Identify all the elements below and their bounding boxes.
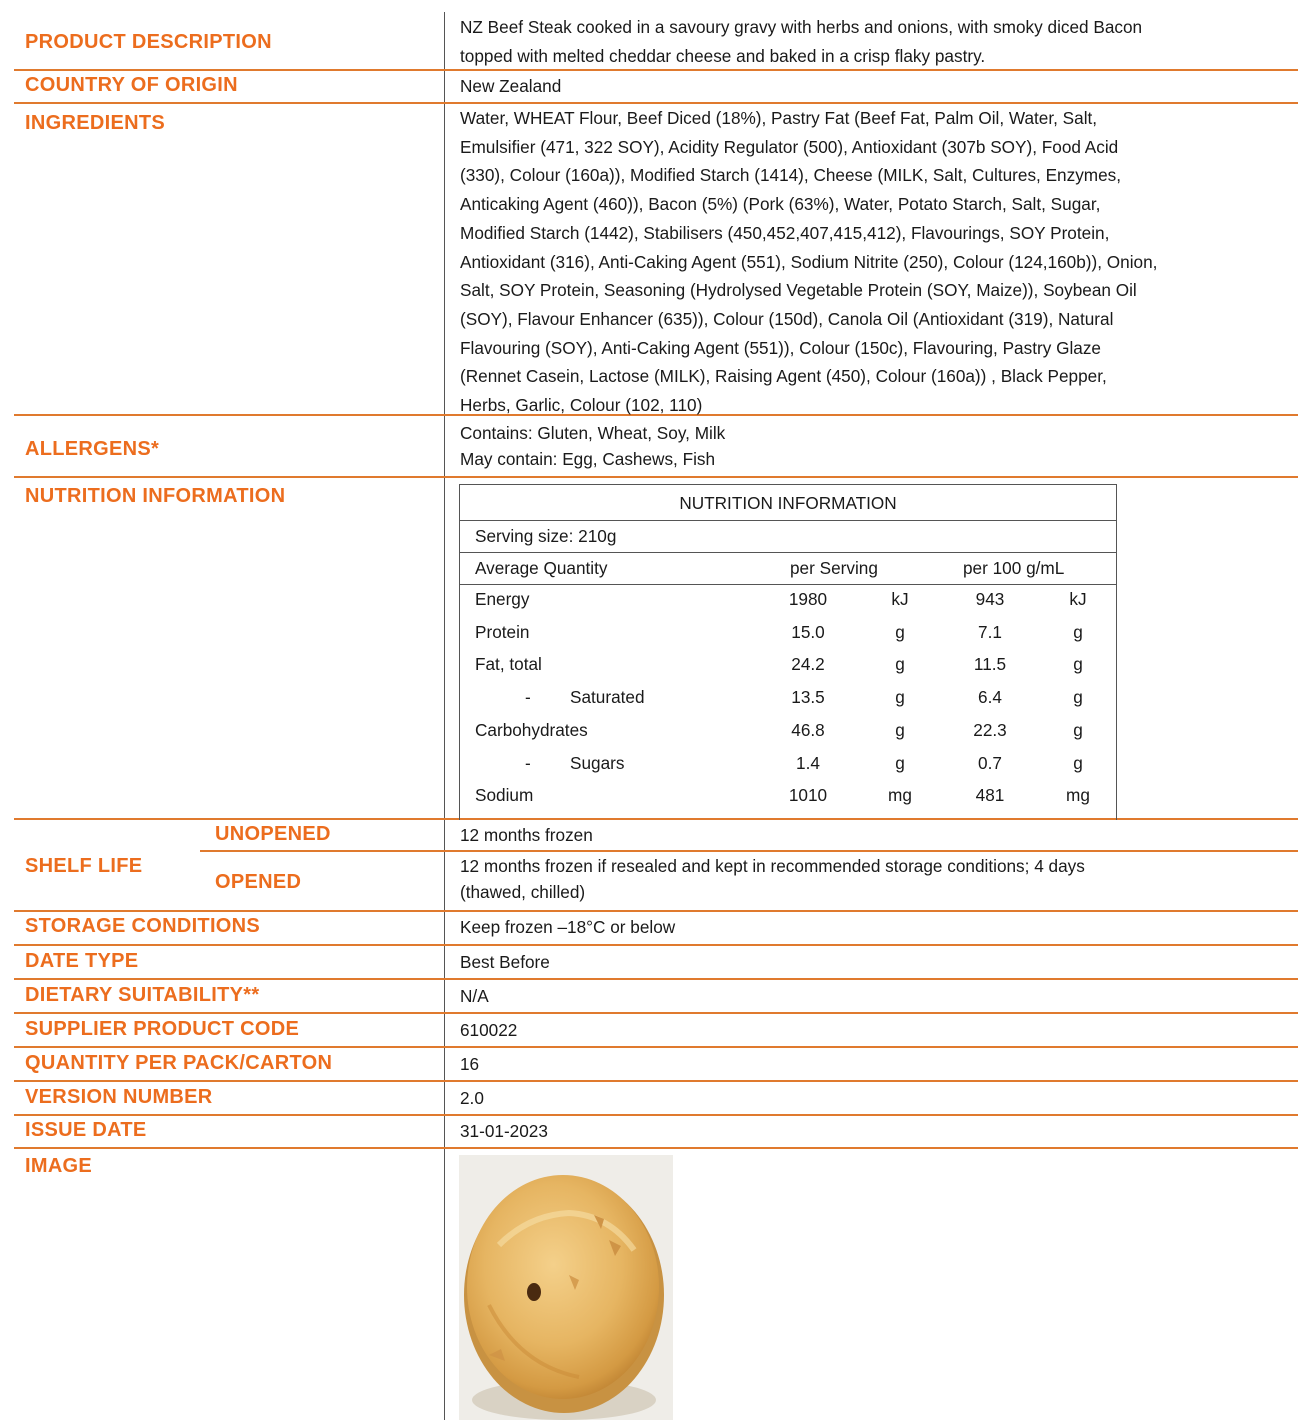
nutrition-table-title: NUTRITION INFORMATION <box>679 493 897 513</box>
product-description-line: NZ Beef Steak cooked in a savoury gravy with herbs and onions, with smoky diced Bacon <box>460 17 1143 37</box>
issue-date-label: ISSUE DATE <box>25 1119 147 1141</box>
allergens-label: ALLERGENS* <box>25 438 160 460</box>
product-image <box>459 1155 673 1420</box>
supplier-product-code-label: SUPPLIER PRODUCT CODE <box>25 1018 300 1040</box>
nutrition-table <box>459 484 1117 820</box>
per-serving-value: 1010 <box>788 785 828 806</box>
ingredients-line: Emulsifier (471, 322 SOY), Acidity Regulator (500), Antioxidant (307b SOY), Food Acid <box>460 136 1119 157</box>
per-100-unit: g <box>1073 621 1083 642</box>
per-100-unit: mg <box>1066 785 1090 806</box>
ingredients-line: Salt, SOY Protein, Seasoning (Hydrolysed Vegetable Protein (SOY, Maize)), Soybean Oil <box>460 280 1137 301</box>
row-divider <box>14 1080 1298 1082</box>
allergens-contains: Contains: Gluten, Wheat, Soy, Milk <box>460 423 726 443</box>
per-serving-value: 1980 <box>788 589 828 609</box>
shelf-life-label: SHELF LIFE <box>25 855 143 877</box>
column-header-per-100: per 100 g/mL <box>963 558 1065 578</box>
version-number-label: VERSION NUMBER <box>25 1086 213 1108</box>
quantity-per-pack-value: 16 <box>460 1054 480 1074</box>
per-serving-unit: g <box>895 719 905 740</box>
image-label: IMAGE <box>25 1155 93 1177</box>
date-type-label: DATE TYPE <box>25 950 139 972</box>
per-100-unit: g <box>1073 654 1083 675</box>
ingredients-line: Anticaking Agent (460)), Bacon (5%) (Pork (63%), Water, Potato Starch, Salt, Sugar, <box>460 194 1101 215</box>
country-of-origin-value: New Zealand <box>460 76 562 96</box>
nutrient-dash: - <box>525 752 531 773</box>
opened-value <box>460 853 1290 905</box>
per-100-unit: kJ <box>1069 589 1087 609</box>
row-divider <box>14 944 1298 946</box>
per-100-value: 7.1 <box>978 621 1002 642</box>
nutrient-name: Energy <box>475 589 530 609</box>
allergens-value <box>460 420 1290 472</box>
row-divider <box>14 1114 1298 1116</box>
table-divider <box>460 552 1116 553</box>
per-100-value: 22.3 <box>973 719 1007 740</box>
date-type-value: Best Before <box>460 952 550 972</box>
per-100-value: 481 <box>975 785 1005 806</box>
opened-line: (thawed, chilled) <box>460 882 586 902</box>
per-serving-value: 24.2 <box>791 654 825 675</box>
nutrient-name: Sugars <box>570 752 625 773</box>
per-100-value: 943 <box>975 589 1005 609</box>
ingredients-line: Antioxidant (316), Anti-Caking Agent (551), Sodium Nitrite (250), Colour (124,160b)), Onion, <box>460 251 1158 272</box>
supplier-product-code-value: 610022 <box>460 1020 518 1040</box>
ingredients-line: Herbs, Garlic, Colour (102, 110) <box>460 395 703 416</box>
quantity-per-pack-label: QUANTITY PER PACK/CARTON <box>25 1052 333 1074</box>
opened-label: OPENED <box>215 871 302 893</box>
row-divider <box>200 850 1298 852</box>
nutrient-name: Saturated <box>570 687 645 708</box>
unopened-label: UNOPENED <box>215 823 331 845</box>
country-of-origin-label: COUNTRY OF ORIGIN <box>25 74 238 96</box>
table-divider <box>460 520 1116 521</box>
row-divider <box>14 910 1298 912</box>
nutrient-dash: - <box>525 687 531 708</box>
ingredients-line: (Rennet Casein, Lactose (MILK), Raising Agent (450), Colour (160a)) , Black Pepper, <box>460 366 1107 387</box>
product-description-label: PRODUCT DESCRIPTION <box>25 31 272 53</box>
row-divider <box>14 1012 1298 1014</box>
nutrient-name: Sodium <box>475 785 534 806</box>
ingredients-line: (SOY), Flavour Enhancer (635)), Colour (150d), Canola Oil (Antioxidant (319), Natural <box>460 308 1114 329</box>
product-description-value <box>460 13 1290 70</box>
per-serving-unit: g <box>895 621 905 642</box>
per-serving-value: 15.0 <box>791 621 825 642</box>
per-serving-value: 1.4 <box>796 752 820 773</box>
row-divider <box>14 978 1298 980</box>
ingredients-line: (330), Colour (160a)), Modified Starch (1414), Cheese (MILK, Salt, Cultures, Enzymes, <box>460 165 1122 186</box>
per-100-value: 0.7 <box>978 752 1002 773</box>
per-serving-unit: g <box>895 752 905 773</box>
pie-illustration <box>459 1155 673 1420</box>
storage-conditions-label: STORAGE CONDITIONS <box>25 915 261 937</box>
table-divider <box>460 584 1116 585</box>
version-number-value: 2.0 <box>460 1088 484 1108</box>
per-serving-unit: g <box>895 687 905 708</box>
row-divider <box>14 1147 1298 1149</box>
per-serving-value: 13.5 <box>791 687 825 708</box>
row-divider <box>14 476 1298 478</box>
issue-date-value: 31-01-2023 <box>460 1121 548 1141</box>
per-100-unit: g <box>1073 687 1083 708</box>
dietary-suitability-value: N/A <box>460 986 489 1006</box>
column-divider <box>444 12 445 1420</box>
per-serving-unit: mg <box>888 785 912 806</box>
ingredients-label: INGREDIENTS <box>25 112 165 134</box>
per-serving-unit: g <box>895 654 905 675</box>
per-100-value: 11.5 <box>973 654 1007 675</box>
nutrient-name: Carbohydrates <box>475 719 588 740</box>
unopened-value: 12 months frozen <box>460 825 593 845</box>
ingredients-line: Modified Starch (1442), Stabilisers (450,452,407,415,412), Flavourings, SOY Protein, <box>460 222 1110 243</box>
nutrient-name: Protein <box>475 621 530 642</box>
nutrition-label: NUTRITION INFORMATION <box>25 485 286 507</box>
per-serving-value: 46.8 <box>791 719 825 740</box>
ingredients-line: Water, WHEAT Flour, Beef Diced (18%), Pastry Fat (Beef Fat, Palm Oil, Water, Salt, <box>460 108 1098 128</box>
opened-line: 12 months frozen if resealed and kept in recommended storage conditions; 4 days <box>460 856 1085 876</box>
column-header-per-serving: per Serving <box>790 558 878 578</box>
ingredients-line: Flavouring (SOY), Anti-Caking Agent (551)), Colour (150c), Flavouring, Pastry Glaze <box>460 337 1101 358</box>
per-100-unit: g <box>1073 719 1083 740</box>
serving-size: Serving size: 210g <box>475 526 617 546</box>
per-100-value: 6.4 <box>978 687 1002 708</box>
per-100-unit: g <box>1073 752 1083 773</box>
nutrient-name: Fat, total <box>475 654 542 675</box>
product-description-line: topped with melted cheddar cheese and baked in a crisp flaky pastry. <box>460 45 986 66</box>
allergens-may-contain: May contain: Egg, Cashews, Fish <box>460 449 716 469</box>
column-header-average-quantity: Average Quantity <box>475 558 608 578</box>
storage-conditions-value: Keep frozen –18°C or below <box>460 917 676 937</box>
row-divider <box>14 1046 1298 1048</box>
per-serving-unit: kJ <box>891 589 909 609</box>
ingredients-value <box>460 104 1290 420</box>
dietary-suitability-label: DIETARY SUITABILITY** <box>25 984 260 1006</box>
